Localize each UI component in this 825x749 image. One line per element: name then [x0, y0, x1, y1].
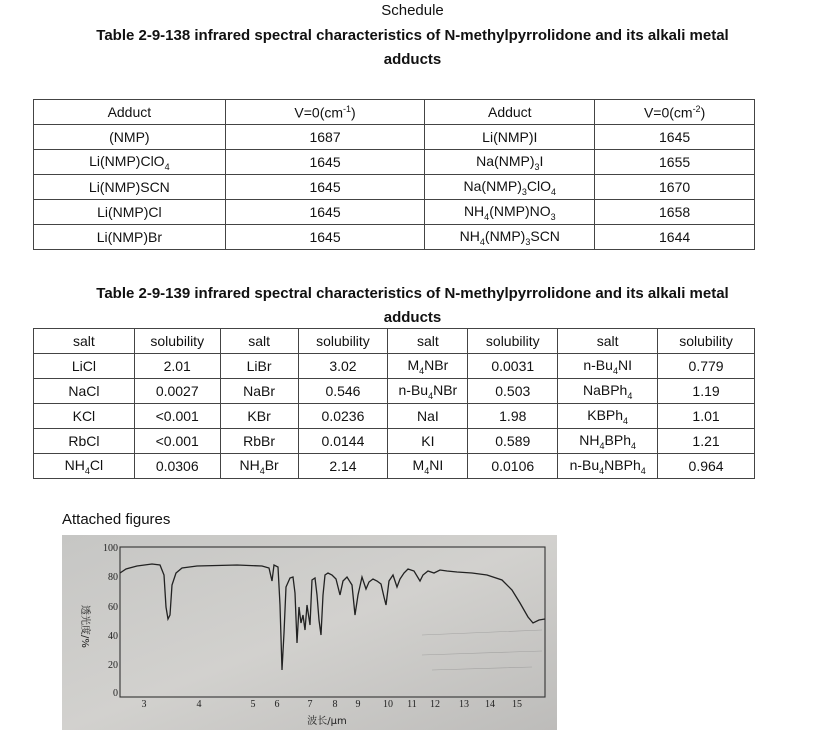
- header-cell: salt: [34, 329, 135, 354]
- table-row: [34, 150, 755, 175]
- table-cell: Li(NMP)SCN: [34, 175, 226, 200]
- header-cell: salt: [558, 329, 658, 354]
- x-tick-label: 12: [430, 699, 440, 710]
- x-tick-label: 3: [141, 699, 147, 710]
- table-cell: $NH_4(NMP)NO_3$: [425, 200, 595, 225]
- y-tick-label: 0: [113, 688, 118, 699]
- table-cell: 1.19: [658, 379, 755, 404]
- table-cell: NaBr: [220, 379, 298, 404]
- x-tick-label: 15: [512, 699, 522, 710]
- table-cell: 1.98: [468, 404, 558, 429]
- header-cell: solubility: [298, 329, 388, 354]
- table-cell: 1658: [595, 200, 755, 225]
- table-cell: 1645: [225, 200, 425, 225]
- table-cell: NaBPh$_4$: [558, 379, 658, 404]
- table-cell: 1655: [595, 150, 755, 175]
- table-cell: 1670: [595, 175, 755, 200]
- table-header-row: [34, 100, 755, 125]
- table-cell: 0.589: [468, 429, 558, 454]
- table-cell: LiBr: [220, 354, 298, 379]
- table-cell: KBr: [220, 404, 298, 429]
- table-cell: 0.0236: [298, 404, 388, 429]
- x-axis-label: 波长/μm: [307, 716, 347, 727]
- table-cell: RbBr: [220, 429, 298, 454]
- ir-spectrum-photo: [62, 535, 557, 730]
- table-cell: LiCl: [34, 354, 135, 379]
- table-row: [34, 454, 755, 479]
- y-tick-label: 100: [103, 543, 118, 554]
- table-cell: KI: [388, 429, 468, 454]
- table-cell: <0.001: [134, 404, 220, 429]
- table-row: [34, 200, 755, 225]
- table-cell: NaCl: [34, 379, 135, 404]
- y-axis-label: 透光度/%: [79, 605, 90, 648]
- x-tick-label: 8: [332, 699, 338, 710]
- table-cell: KBPh$_4$: [558, 404, 658, 429]
- x-tick-label: 13: [459, 699, 469, 710]
- table-cell: 2.01: [134, 354, 220, 379]
- x-axis-ticks: [142, 699, 523, 710]
- table-cell: 1645: [225, 175, 425, 200]
- header-cell: Adduct: [425, 100, 595, 125]
- x-tick-label: 11: [407, 699, 417, 710]
- table-cell: 2.14: [298, 454, 388, 479]
- table-cell: 0.0106: [468, 454, 558, 479]
- table-cell: 0.546: [298, 379, 388, 404]
- table-cell: $Na(NMP)_3I$: [425, 150, 595, 175]
- x-tick-label: 4: [196, 699, 202, 710]
- table1-caption-line2: adducts: [383, 51, 442, 68]
- table-cell: 0.503: [468, 379, 558, 404]
- table-cell: <0.001: [134, 429, 220, 454]
- x-tick-label: 7: [307, 699, 313, 710]
- table-cell: Li(NMP)Cl: [34, 200, 226, 225]
- table-cell: 0.0306: [134, 454, 220, 479]
- adduct-ir-table: [33, 99, 755, 250]
- x-tick-label: 5: [250, 699, 256, 710]
- table-cell: KCl: [34, 404, 135, 429]
- table2-caption: [0, 282, 825, 330]
- y-tick-label: 60: [108, 602, 118, 613]
- header-cell: solubility: [134, 329, 220, 354]
- table-cell: NaI: [388, 404, 468, 429]
- table-cell: 1645: [595, 125, 755, 150]
- x-tick-label: 14: [485, 699, 495, 710]
- table2-caption-line1: Table 2-9-139 infrared spectral characteristics of N-methylpyrrolidone and its alkali metal: [96, 285, 729, 302]
- table-cell: $n-Bu_4NBr$: [388, 379, 468, 404]
- x-tick-label: 9: [355, 699, 361, 710]
- table-cell: RbCl: [34, 429, 135, 454]
- table2-caption-line2: adducts: [383, 309, 442, 326]
- schedule-heading: Schedule: [381, 2, 444, 19]
- table1-caption-line1: Table 2-9-138 infrared spectral characteristics of N-methylpyrrolidone and its alkali metal: [96, 27, 729, 44]
- table-cell: $Na(NMP)_3ClO_4$: [425, 175, 595, 200]
- table-cell: 0.0144: [298, 429, 388, 454]
- table-cell: $NH_4(NMP)_3SCN$: [425, 225, 595, 250]
- table-cell: Li(NMP)I: [425, 125, 595, 150]
- table-cell: Li(NMP)ClO$_4$: [34, 150, 226, 175]
- header-cell: $V=0(cm^{-2})$: [595, 100, 755, 125]
- header-cell: salt: [220, 329, 298, 354]
- table-cell: $M_4NI$: [388, 454, 468, 479]
- attached-figures-label: Attached figures: [62, 511, 171, 528]
- x-tick-label: 10: [383, 699, 393, 710]
- table-cell: $M_4NBr$: [388, 354, 468, 379]
- table-cell: 1.21: [658, 429, 755, 454]
- table-row: [34, 379, 755, 404]
- solubility-table: [33, 328, 755, 479]
- table-cell: $n-Bu_4NI$: [558, 354, 658, 379]
- table-row: [34, 175, 755, 200]
- table-cell: $NH_4Cl$: [34, 454, 135, 479]
- table1-caption: [0, 24, 825, 72]
- table-row: [34, 429, 755, 454]
- table-cell: Li(NMP)Br: [34, 225, 226, 250]
- header-cell: solubility: [658, 329, 755, 354]
- table-cell: 1645: [225, 150, 425, 175]
- table-row: [34, 404, 755, 429]
- y-tick-label: 80: [108, 572, 118, 583]
- table-cell: 1.01: [658, 404, 755, 429]
- table-cell: 0.779: [658, 354, 755, 379]
- y-tick-label: 20: [108, 660, 118, 671]
- header-cell: solubility: [468, 329, 558, 354]
- table-cell: $n-Bu_4NBPh_4$: [558, 454, 658, 479]
- header-cell: Adduct: [34, 100, 226, 125]
- y-tick-label: 40: [108, 631, 118, 642]
- table-cell: (NMP): [34, 125, 226, 150]
- table-cell: 3.02: [298, 354, 388, 379]
- table-cell: 1645: [225, 225, 425, 250]
- header-cell: $V=0(cm^{-1})$: [225, 100, 425, 125]
- table-cell: $NH_4BPh_4$: [558, 429, 658, 454]
- table-cell: 0.964: [658, 454, 755, 479]
- table-cell: 1687: [225, 125, 425, 150]
- table-header-row: [34, 329, 755, 354]
- table-row: [34, 225, 755, 250]
- table-cell: 0.0031: [468, 354, 558, 379]
- table-cell: $NH_4Br$: [220, 454, 298, 479]
- table-cell: 0.0027: [134, 379, 220, 404]
- table-cell: 1644: [595, 225, 755, 250]
- x-tick-label: 6: [274, 699, 280, 710]
- table-row: [34, 354, 755, 379]
- header-cell: salt: [388, 329, 468, 354]
- table-row: [34, 125, 755, 150]
